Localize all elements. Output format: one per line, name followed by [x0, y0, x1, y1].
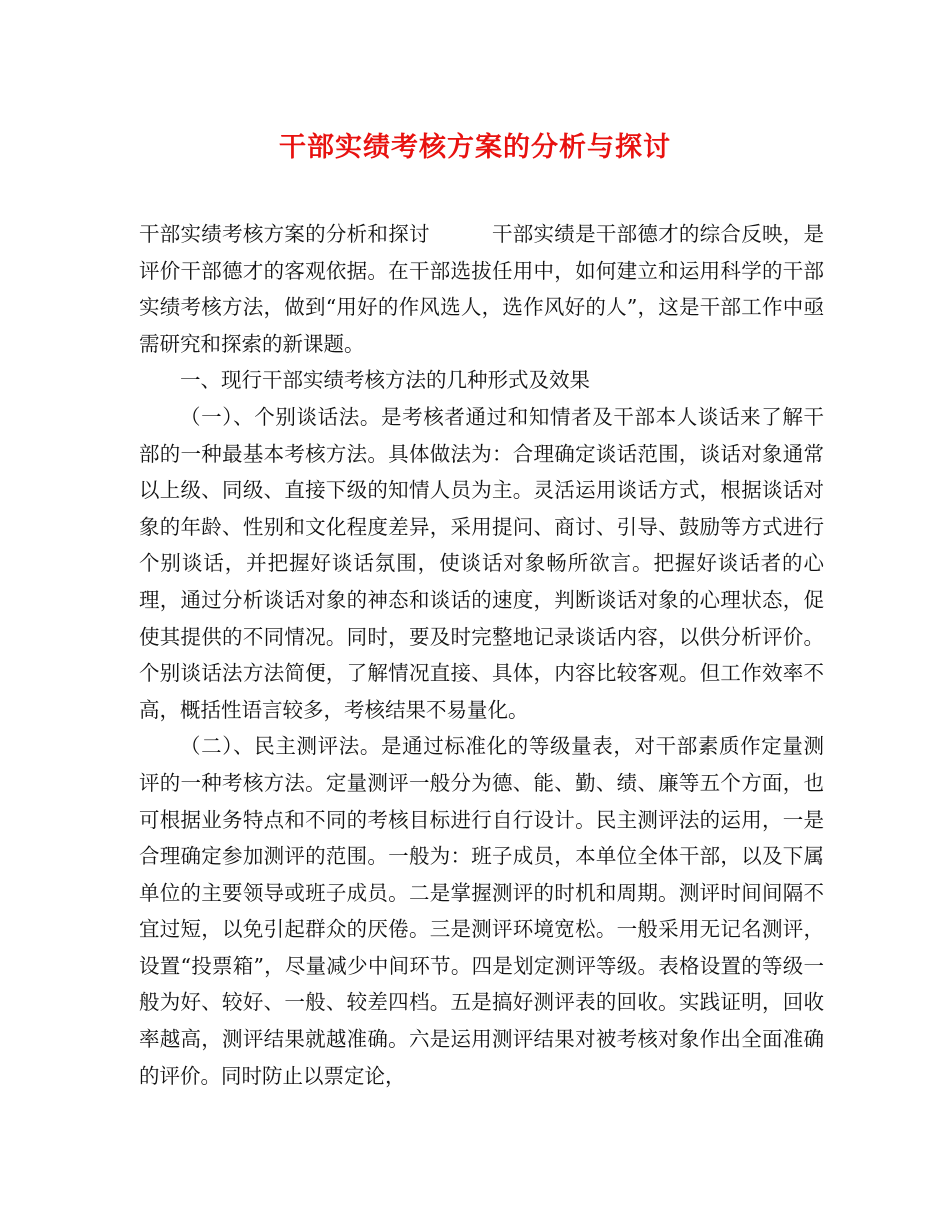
intro-lead: 干部实绩考核方案的分析和探讨 — [139, 222, 430, 246]
document-body — [139, 216, 824, 1094]
paragraph-individual-talk: （一）、个别谈话法。是考核者通过和知情者及干部本人谈话来了解干部的一种最基本考核方法。具体做法为：合理确定谈话范围，谈话对象通常以上级、同级、直接下级的知情人员为主。灵活运用谈话方式，根据谈话对象的年龄、性别和文化程度差异，采用提问、商讨、引导、鼓励等方式进行个别谈话，并把握好谈话氛围，使谈话对象畅所欲言。把握好谈话者的心理，通过分析谈话对象的神态和谈话的速度，判断谈话对象的心理状态，促使其提供的不同情况。同时，要及时完整地记录谈话内容，以供分析评价。个别谈话法方法简便，了解情况直接、具体，内容比较客观。但工作效率不高，概括性语言较多，考核结果不易量化。 — [139, 404, 824, 722]
section-heading: 一、现行干部实绩考核方法的几种形式及效果 — [180, 368, 590, 393]
intro-paragraph — [139, 216, 824, 362]
document-title: 干部实绩考核方案的分析与探讨 — [279, 132, 671, 163]
paragraph-democratic-evaluation: （二）、民主测评法。是通过标准化的等级量表，对干部素质作定量测评的一种考核方法。定量测评一般分为德、能、勤、绩、廉等五个方面，也可根据业务特点和不同的考核目标进行自行设计。民主测评法的运用，一是合理确定参加测评的范围。一般为：班子成员，本单位全体干部，以及下属单位的主要领导或班子成员。二是掌握测评的时机和周期。测评时间间隔不宜过短，以免引起群众的厌倦。三是测评环境宽松。一般采用无记名测评，设置“投票箱”，尽量减少中间环节。四是划定测评等级。表格设置的等级一般为好、较好、一般、较差四档。五是搞好测评表的回收。实践证明，回收率越高，测评结果就越准确。六是运用测评结果对被考核对象作出全面准确的评价。同时防止以票定论， — [139, 734, 824, 1088]
intro-rest: 干部实绩是干部德才的综合反映，是评价干部德才的客观依据。在干部选拔任用中，如何建立和运用科学的干部实绩考核方法，做到“用好的作风选人，选作风好的人”，这是干部工作中亟需研究和探索的新课题。 — [139, 222, 825, 356]
